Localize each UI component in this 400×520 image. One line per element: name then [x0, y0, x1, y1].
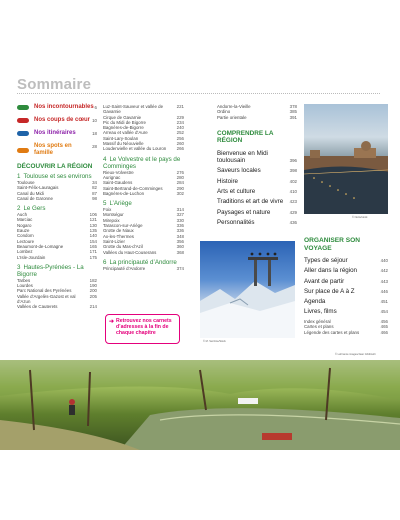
red-bullet-icon: [17, 118, 29, 123]
city-photo-credit: © Neris/stock: [352, 216, 368, 219]
list-item[interactable]: Index général 456: [304, 318, 388, 324]
canal-photo-credit: © LeFrance images/Jean Ghidinelli: [335, 353, 376, 356]
list-item[interactable]: Rieux-Volvestre 276: [103, 169, 184, 175]
list-item[interactable]: Arts et culture 410: [217, 188, 297, 196]
section-6-heading: 6 La principauté d’Andorre: [103, 258, 177, 266]
list-item[interactable]: Marciac 121: [17, 217, 97, 223]
canal-photo: [0, 360, 400, 450]
list-item[interactable]: Paysages et nature 429: [217, 208, 297, 216]
tag-spots-famille[interactable]: Nos spots en famille 28: [17, 143, 97, 157]
tag-itineraires[interactable]: Nos itinéraires 18: [17, 130, 97, 137]
understand-list: [217, 150, 297, 226]
list-item[interactable]: Aurignac 280: [103, 174, 184, 180]
section-6-continued-list: [217, 104, 297, 120]
list-item[interactable]: Bagnères-de-Bigorre 240: [103, 125, 184, 131]
list-item[interactable]: Lourdes 190: [17, 283, 97, 289]
list-item[interactable]: Mirepoix 330: [103, 217, 184, 223]
title-rule: [17, 93, 380, 94]
column-1: [17, 104, 97, 314]
section-2-list: [17, 212, 97, 260]
section-1-heading: 1 Toulouse et ses environs: [17, 173, 92, 180]
list-item[interactable]: Saint-Félix-Lauragais 82: [17, 185, 97, 191]
list-item[interactable]: Massif du Néouvielle 260: [103, 141, 184, 147]
list-item[interactable]: Légende des cartes et plans 466: [304, 329, 388, 335]
list-item[interactable]: Arreau et vallée d’Aure 252: [103, 130, 184, 136]
list-item[interactable]: Canal du Midi 87: [17, 190, 97, 196]
tag-coups-de-coeur[interactable]: Nos coups de cœur 10: [17, 117, 97, 124]
list-item[interactable]: Cirque de Gavarnie 229: [103, 114, 184, 120]
blue-bullet-icon: [17, 131, 29, 136]
list-item[interactable]: Eauze 135: [17, 228, 97, 234]
list-item[interactable]: Foix 314: [103, 207, 184, 213]
list-item[interactable]: Saveurs locales 398: [217, 167, 297, 175]
list-item[interactable]: Luz-Saint-Sauveur et vallée de Gavarnie 221: [103, 104, 184, 115]
list-item[interactable]: Lectoure 154: [17, 238, 97, 244]
list-item[interactable]: Nogaro 130: [17, 222, 97, 228]
list-item[interactable]: Saint-Lary-Soulan 256: [103, 135, 184, 141]
list-item[interactable]: Tarascon-sur-Ariège 336: [103, 223, 184, 229]
bridge-photo: [200, 241, 295, 338]
list-item[interactable]: Sur place de A à Z 446: [304, 287, 388, 295]
discover-heading: DÉCOUVRIR LA RÉGION: [17, 163, 93, 170]
list-item[interactable]: Saint-Lizier 356: [103, 238, 184, 244]
list-item[interactable]: Andorre-la-Vieille 378: [217, 104, 297, 109]
list-item[interactable]: Auch 106: [17, 212, 97, 218]
list-item[interactable]: Aller dans la région 442: [304, 267, 388, 275]
section-1-list: [17, 180, 97, 201]
list-item[interactable]: Bagnères-de-Luchon 302: [103, 190, 184, 196]
tag-incontournables[interactable]: Nos incontournables 6: [17, 104, 97, 111]
understand-heading: COMPRENDRE LA RÉGION: [217, 129, 274, 144]
organize-heading: ORGANISER SON VOYAGE: [304, 237, 361, 252]
list-item[interactable]: Personnalités 436: [217, 218, 297, 226]
city-photo: [304, 104, 388, 214]
list-item[interactable]: Saint-Bertrand-de-Comminges 290: [103, 185, 184, 191]
column-2: [103, 104, 184, 275]
section-4-list: [103, 170, 184, 196]
list-item[interactable]: Lombez 171: [17, 249, 97, 255]
list-item[interactable]: Livres, films 454: [304, 308, 388, 316]
list-item[interactable]: Avant de partir 443: [304, 277, 388, 285]
list-item[interactable]: Grotte de Niaux 336: [103, 228, 184, 234]
list-item[interactable]: Canal de Garonne 98: [17, 195, 97, 201]
section-5-list: [103, 207, 184, 255]
list-item[interactable]: Ordino 385: [217, 109, 297, 115]
list-item[interactable]: Bienvenue en Midi toulousain 396: [217, 149, 297, 165]
list-item[interactable]: Grotte du Mas-d’Azil 360: [103, 244, 184, 250]
index-list: [304, 319, 388, 336]
list-item[interactable]: Histoire 402: [217, 177, 297, 185]
list-item[interactable]: Ax-les-Thermes 348: [103, 233, 184, 239]
address-callout: ➜ Retrouvez nos carnets d’adresses à la fin de chaque chapitre: [105, 314, 180, 344]
list-item[interactable]: Vallées du Haut-Couserans 368: [103, 249, 184, 255]
list-item[interactable]: Saint-Gaudens 284: [103, 180, 184, 186]
page-title: Sommaire: [17, 76, 92, 93]
list-item[interactable]: Principauté d’Andorre 374: [103, 265, 184, 271]
list-item[interactable]: Vallées de Cauterets 214: [17, 304, 97, 310]
list-item[interactable]: L’Isle-Jourdain 175: [17, 254, 97, 260]
list-item[interactable]: Vallée d’Argelès-Gazost et val d’Azun 205: [17, 293, 97, 305]
list-item[interactable]: Condom 140: [17, 233, 97, 239]
list-item[interactable]: Beaumont-de-Lomagne 165: [17, 243, 97, 249]
green-bullet-icon: [17, 105, 29, 110]
list-item[interactable]: Partie orientale 391: [217, 114, 297, 120]
list-item[interactable]: Parc National des Pyrénées 200: [17, 288, 97, 294]
section-3-continued-list: [103, 104, 184, 152]
section-3-heading: 3 Hautes-Pyrénées - La Bigorre: [17, 263, 84, 278]
list-item[interactable]: Tarbes 182: [17, 277, 97, 283]
section-6-list: [103, 266, 184, 271]
list-item[interactable]: Cartes et plans 465: [304, 324, 388, 330]
section-2-heading: 2 Le Gers: [17, 205, 46, 213]
section-3-list: [17, 278, 97, 310]
list-item[interactable]: Loudenvielle et vallée du Louron 266: [103, 146, 184, 152]
section-4-heading: 4 Le Volvestre et le pays de Comminges: [103, 155, 181, 170]
list-item[interactable]: Agenda 451: [304, 298, 388, 306]
list-item[interactable]: Montségur 327: [103, 212, 184, 218]
list-item[interactable]: Toulouse 34: [17, 180, 97, 185]
list-item[interactable]: Traditions et art de vivre 423: [217, 198, 297, 206]
organize-section: [304, 237, 388, 336]
arrow-right-icon: ➜: [109, 319, 115, 325]
section-5-heading: 5 L’Ariège: [103, 200, 132, 208]
bridge-photo-credit: © M. Serizine/Stock: [203, 340, 226, 343]
column-3: [217, 104, 297, 229]
list-item[interactable]: Pic du Midi de Bigorre 234: [103, 119, 184, 125]
orange-bullet-icon: [17, 148, 29, 153]
list-item[interactable]: Types de séjour 440: [304, 257, 388, 264]
